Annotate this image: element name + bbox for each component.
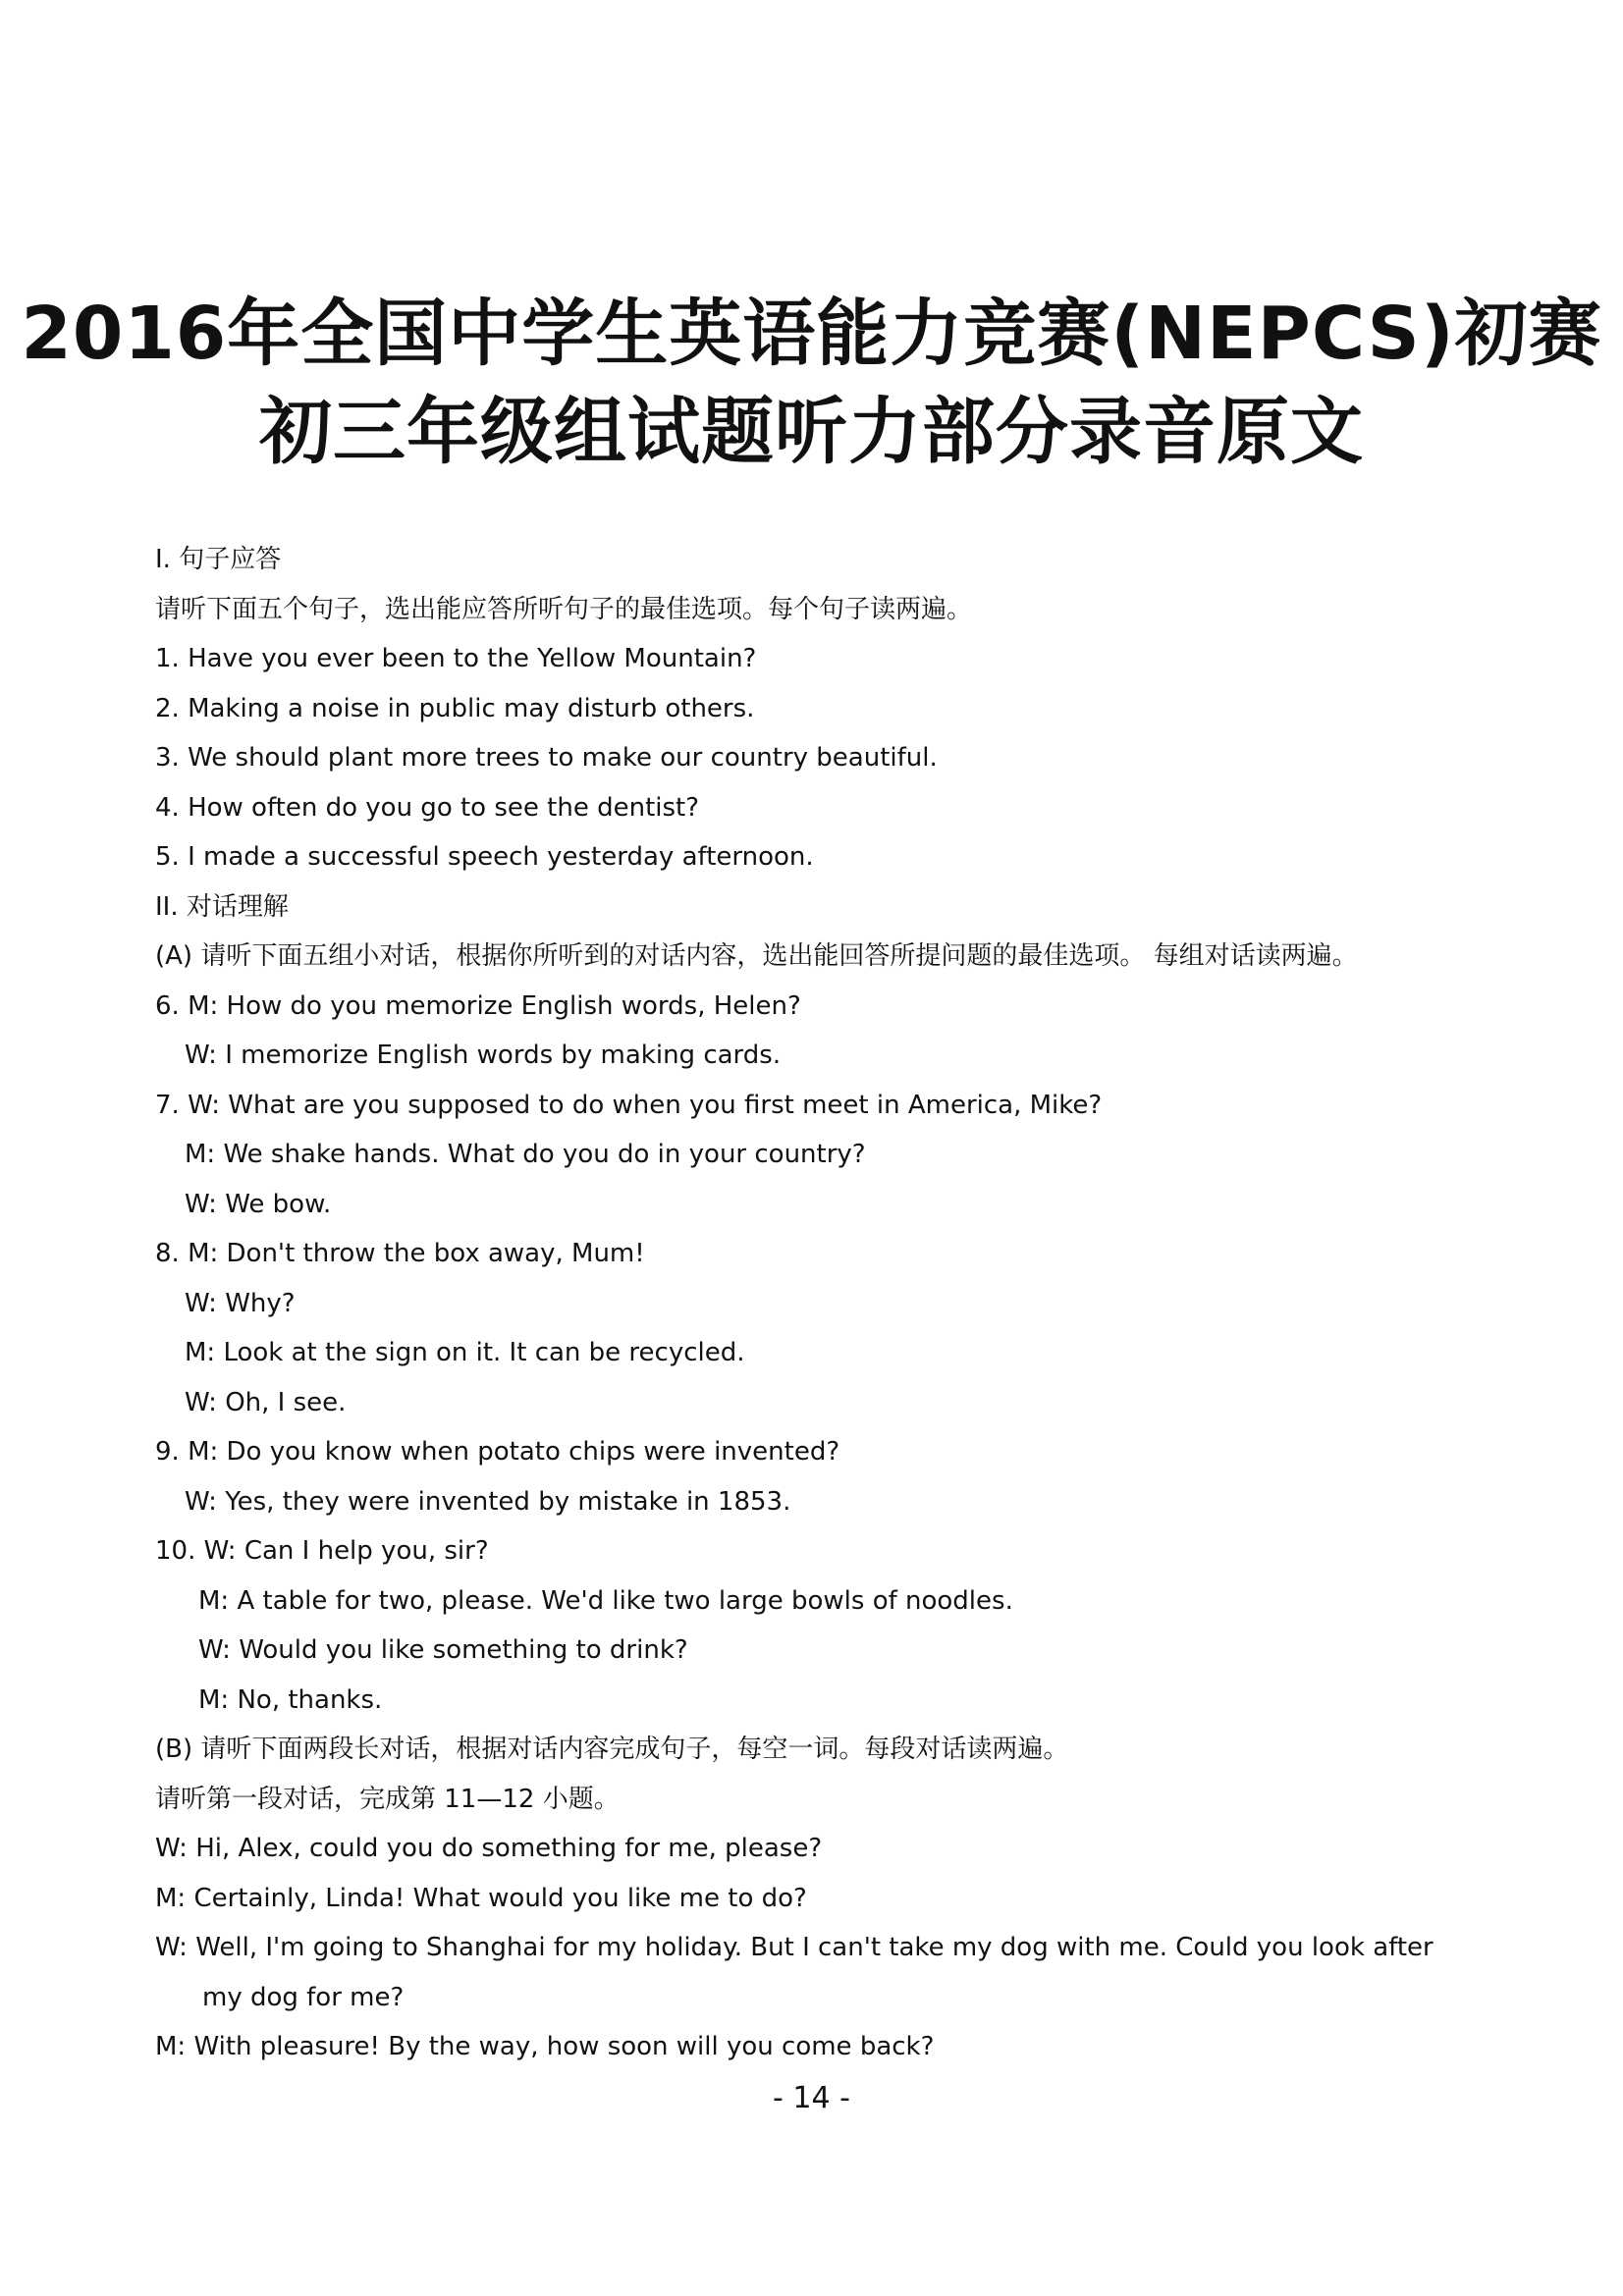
document-body [155, 535, 1481, 2072]
long-dialogue-line: W: Well, I'm going to Shanghai for my holiday. But I can't take my dog with me. Could you look after my dog for me? [155, 1933, 1434, 2012]
dialogue-line: 9. M: Do you know when potato chips were invented? [155, 1437, 840, 1467]
dialogue-line: 8. M: Don't throw the box away, Mum! [155, 1239, 645, 1268]
dialogue-line: W: I memorize English words by making cards. [185, 1041, 782, 1070]
part-b-instruction: (B) 请听下面两段长对话，根据对话内容完成句子，每空一词。每段对话读两遍。 [155, 1735, 1069, 1764]
dialogue-line: M: No, thanks. [198, 1684, 383, 1715]
part-b-sub-instruction: 请听第一段对话，完成第 11—12 小题。 [155, 1784, 620, 1814]
sentence-item: 4. How often do you go to see the dentist? [155, 792, 700, 823]
dialogue-line: M: A table for two, please. We'd like two large bowls of noodles. [198, 1585, 1013, 1616]
long-dialogue-line: M: Certainly, Linda! What would you like me to do? [155, 1883, 807, 1913]
sentence-item: 3. We should plant more trees to make our country beautiful. [155, 743, 938, 773]
dialogue-line: 7. W: What are you supposed to do when you first meet in America, Mike? [155, 1090, 1103, 1120]
dialogue-line: 6. M: How do you memorize English words, Helen? [155, 990, 801, 1021]
dialogue-line: M: Look at the sign on it. It can be recycled. [185, 1338, 745, 1367]
dialogue-line: M: We shake hands. What do you do in your country? [185, 1140, 866, 1169]
section-1-heading: I. 句子应答 [155, 545, 282, 574]
section-1-instruction: 请听下面五个句子，选出能应答所听句子的最佳选项。每个句子读两遍。 [155, 594, 973, 624]
dialogue-line: W: Yes, they were invented by mistake in 1853. [185, 1486, 791, 1517]
document-title [0, 285, 1623, 481]
sentence-item: 1. Have you ever been to the Yellow Mountain? [155, 644, 757, 673]
title-line-2: 初三年级组试题听力部分录音原文 [259, 390, 1364, 474]
dialogue-line: W: We bow. [185, 1189, 332, 1219]
long-dialogue-line: W: Hi, Alex, could you do something for me, please? [155, 1834, 823, 1863]
page-number: - 14 - [773, 2081, 850, 2115]
dialogue-line: W: Why? [185, 1288, 296, 1318]
dialogue-line: 10. W: Can I help you, sir? [155, 1536, 489, 1566]
section-2-heading: II. 对话理解 [155, 891, 289, 922]
part-a-instruction: (A) 请听下面五组小对话，根据你所听到的对话内容，选出能回答所提问题的最佳选项。 每组对话读两遍。 [155, 941, 1358, 971]
dialogue-line: W: Would you like something to drink? [198, 1635, 688, 1665]
long-dialogue-line: M: With pleasure! By the way, how soon will you come back? [155, 2032, 935, 2061]
title-line-1: 2016年全国中学生英语能力竞赛(NEPCS)初赛 [21, 292, 1602, 376]
sentence-item: 5. I made a successful speech yesterday afternoon. [155, 842, 814, 872]
dialogue-line: W: Oh, I see. [185, 1387, 347, 1417]
sentence-item: 2. Making a noise in public may disturb others. [155, 693, 755, 723]
